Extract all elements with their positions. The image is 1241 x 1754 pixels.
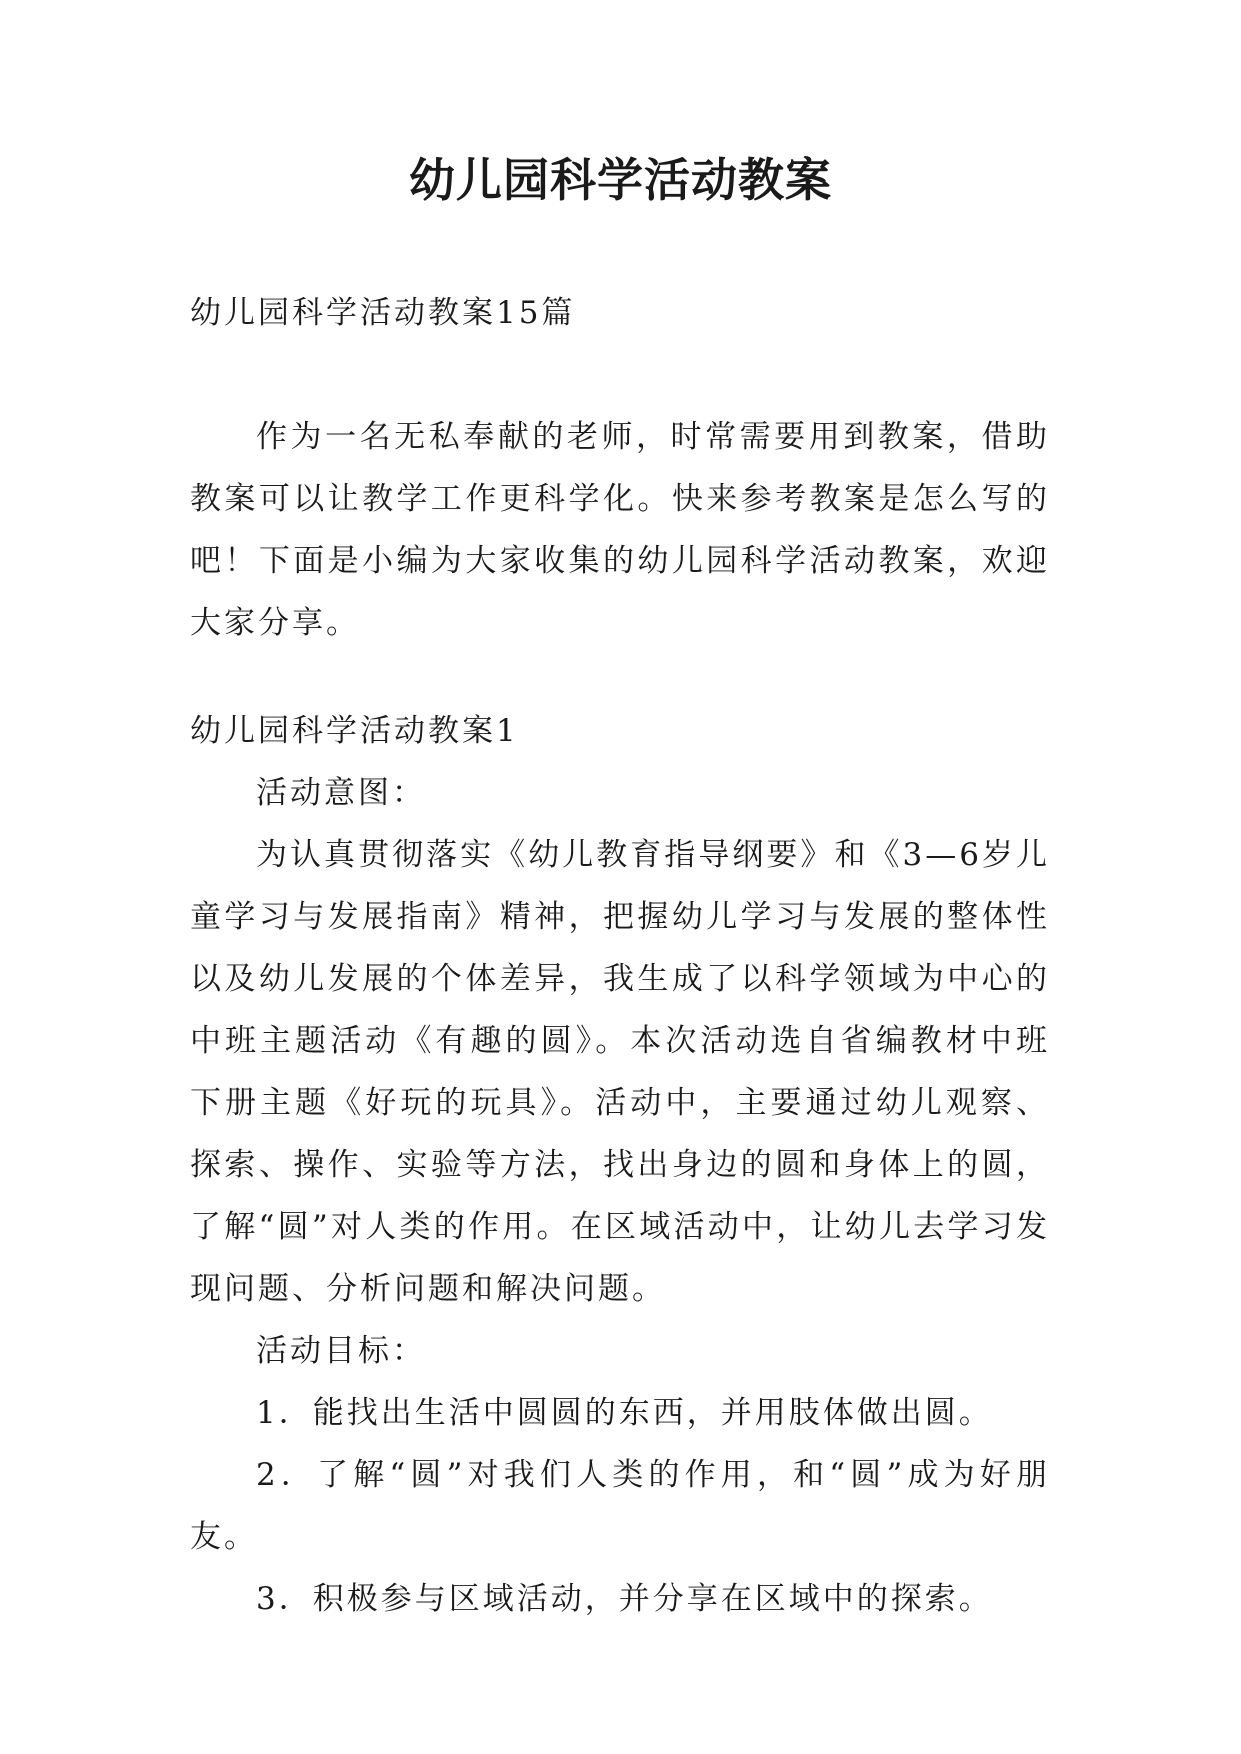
goal-item: 2．了解“圆”对我们人类的作用，和“圆”成为好朋友。	[190, 1457, 1050, 1555]
section-1	[190, 700, 1050, 1630]
goals-label: 活动目标：	[256, 1333, 426, 1369]
goal-item: 3．积极参与区域活动，并分享在区域中的探索。	[256, 1581, 993, 1617]
document-subtitle: 幼儿园科学活动教案15篇	[190, 295, 576, 331]
section-heading: 幼儿园科学活动教案1	[190, 713, 519, 749]
document-title: 幼儿园科学活动教案	[409, 153, 832, 207]
intent-label: 活动意图：	[256, 775, 426, 811]
goal-item: 1．能找出生活中圆圆的东西，并用肢体做出圆。	[256, 1395, 993, 1431]
intro-paragraph: 作为一名无私奉献的老师，时常需要用到教案，借助教案可以让教学工作更科学化。快来参考教案是怎么写的吧！下面是小编为大家收集的幼儿园科学活动教案，欢迎大家分享。	[190, 419, 1050, 641]
intent-paragraph: 为认真贯彻落实《幼儿教育指导纲要》和《3—6岁儿童学习与发展指南》精神，把握幼儿学习与发展的整体性以及幼儿发展的个体差异，我生成了以科学领域为中心的中班主题活动《有趣的圆》。本次活动选自省编教材中班下册主题《好玩的玩具》。活动中，主要通过幼儿观察、探索、操作、实验等方法，找出身边的圆和身体上的圆，了解“圆”对人类的作用。在区域活动中，让幼儿去学习发现问题、分析问题和解决问题。	[190, 837, 1050, 1307]
